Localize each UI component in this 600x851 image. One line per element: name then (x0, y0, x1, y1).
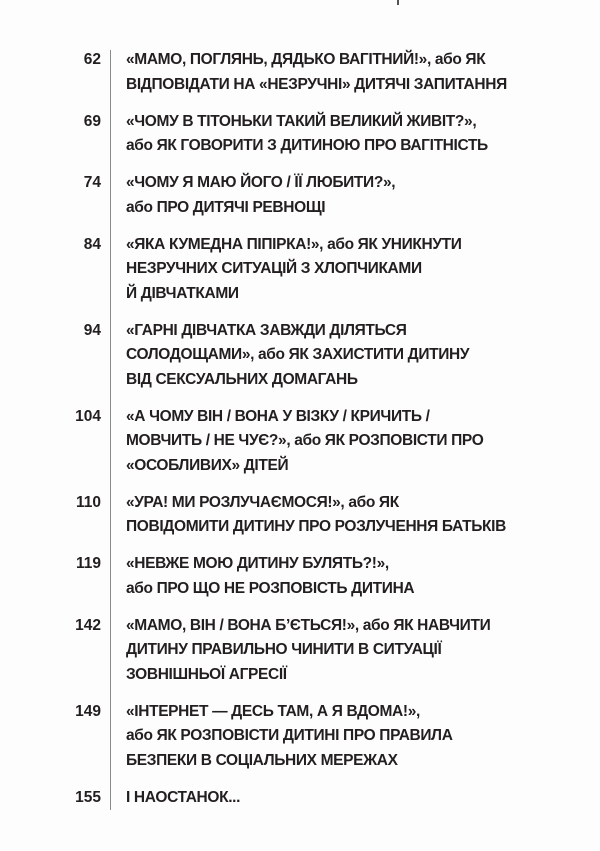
toc-entry[interactable] (0, 552, 600, 601)
chapter-title-line: або ЯК ГОВОРИТИ З ДИТИНОЮ ПРО ВАГІТНІСТЬ (126, 137, 488, 154)
chapter-title-line: БЕЗПЕКИ В СОЦІАЛЬНИХ МЕРЕЖАХ (126, 751, 398, 769)
toc-entry[interactable] (0, 786, 600, 811)
page-number: 62 (83, 51, 101, 68)
chapter-title (126, 786, 600, 811)
chapter-title-line: або ЯК РОЗПОВІСТИ ДИТИНІ ПРО ПРАВИЛА (126, 727, 453, 744)
chapter-title-line: МОВЧИТЬ / НЕ ЧУЄ?», або ЯК РОЗПОВІСТИ ПРО (126, 432, 484, 449)
chapter-title-line: «ЯКА КУМЕДНА ПІПІРКА!», або ЯК УНИКНУТИ (126, 235, 462, 253)
chapter-title (126, 700, 600, 774)
chapter-title-line: або ПРО ЩО НЕ РОЗПОВІСТЬ ДИТИНА (126, 579, 415, 597)
page-number: 104 (75, 407, 101, 425)
page-number: 74 (83, 174, 101, 191)
chapter-title-line: ВІД СЕКСУАЛЬНИХ ДОМАГАНЬ (126, 370, 358, 388)
toc-entry[interactable] (0, 48, 600, 97)
chapter-title-line: «ЧОМУ Я МАЮ ЙОГО / ЇЇ ЛЮБИТИ?», (126, 174, 396, 191)
chapter-title-line: «ЧОМУ В ТІТОНЬКИ ТАКИЙ ВЕЛИКИЙ ЖИВІТ?», (126, 112, 477, 130)
toc-entry[interactable] (0, 491, 600, 540)
chapter-title-line: «УРА! МИ РОЗЛУЧАЄМОСЯ!», або ЯК (126, 493, 399, 511)
toc-entry[interactable] (0, 700, 600, 774)
chapter-title-line: ЗОВНІШНЬОЇ АГРЕСІЇ (126, 665, 287, 683)
chapter-title-line: «ОСОБЛИВИХ» ДІТЕЙ (126, 456, 289, 474)
page-edge-mark (397, 0, 399, 5)
chapter-title-line: І НАОСТАНОК... (126, 788, 241, 806)
chapter-title-line: ДИТИНУ ПРАВИЛЬНО ЧИНИТИ В СИТУАЦІЇ (126, 641, 442, 658)
chapter-title-line: СОЛОДОЩАМИ», або ЯК ЗАХИСТИТИ ДИТИНУ (126, 346, 470, 363)
chapter-title (126, 491, 600, 540)
toc-entry[interactable] (0, 319, 600, 393)
chapter-title-line: ВІДПОВІДАТИ НА «НЕЗРУЧНІ» ДИТЯЧІ ЗАПИТАННЯ (126, 75, 507, 93)
toc-entry[interactable] (0, 614, 600, 688)
chapter-title (126, 110, 600, 159)
toc-entry[interactable] (0, 110, 600, 159)
chapter-title (126, 48, 600, 97)
chapter-title-line: або ПРО ДИТЯЧІ РЕВНОЩІ (126, 198, 326, 216)
chapter-title (126, 171, 600, 220)
chapter-title (126, 233, 600, 307)
chapter-title-line: НЕЗРУЧНИХ СИТУАЦІЙ З ХЛОПЧИКАМИ (126, 260, 422, 277)
chapter-title-line: «НЕВЖЕ МОЮ ДИТИНУ БУЛЯТЬ?!», (126, 555, 389, 572)
page-number: 142 (75, 616, 101, 634)
chapter-title-line: «ІНТЕРНЕТ — ДЕСЬ ТАМ, А Я ВДОМА!», (126, 702, 420, 720)
page-number: 84 (83, 235, 101, 253)
chapter-title-line: «А ЧОМУ ВІН / ВОНА У ВІЗКУ / КРИЧИТЬ / (126, 407, 430, 425)
chapter-title-line: «МАМО, ВІН / ВОНА Б’ЄТЬСЯ!», або ЯК НАВЧИТИ (126, 616, 491, 634)
page-number: 69 (83, 112, 101, 130)
chapter-title-line: ПОВІДОМИТИ ДИТИНУ ПРО РОЗЛУЧЕННЯ БАТЬКІВ (126, 518, 506, 535)
chapter-title (126, 614, 600, 688)
page-number: 149 (75, 702, 101, 720)
chapter-title (126, 552, 600, 601)
page-number: 110 (75, 493, 101, 511)
page-number: 155 (75, 788, 101, 806)
chapter-title (126, 319, 600, 393)
chapter-title-line: «МАМО, ПОГЛЯНЬ, ДЯДЬКО ВАГІТНИЙ!», або ЯК (126, 51, 486, 68)
toc-entry[interactable] (0, 405, 600, 479)
page-number: 119 (75, 555, 101, 572)
table-of-contents (0, 48, 600, 823)
chapter-title-line: «ГАРНІ ДІВЧАТКА ЗАВЖДИ ДІЛЯТЬСЯ (126, 321, 407, 339)
page-number: 94 (83, 321, 101, 339)
chapter-title (126, 405, 600, 479)
chapter-title-line: Й ДІВЧАТКАМИ (126, 284, 239, 302)
toc-entry[interactable] (0, 233, 600, 307)
toc-entry[interactable] (0, 171, 600, 220)
